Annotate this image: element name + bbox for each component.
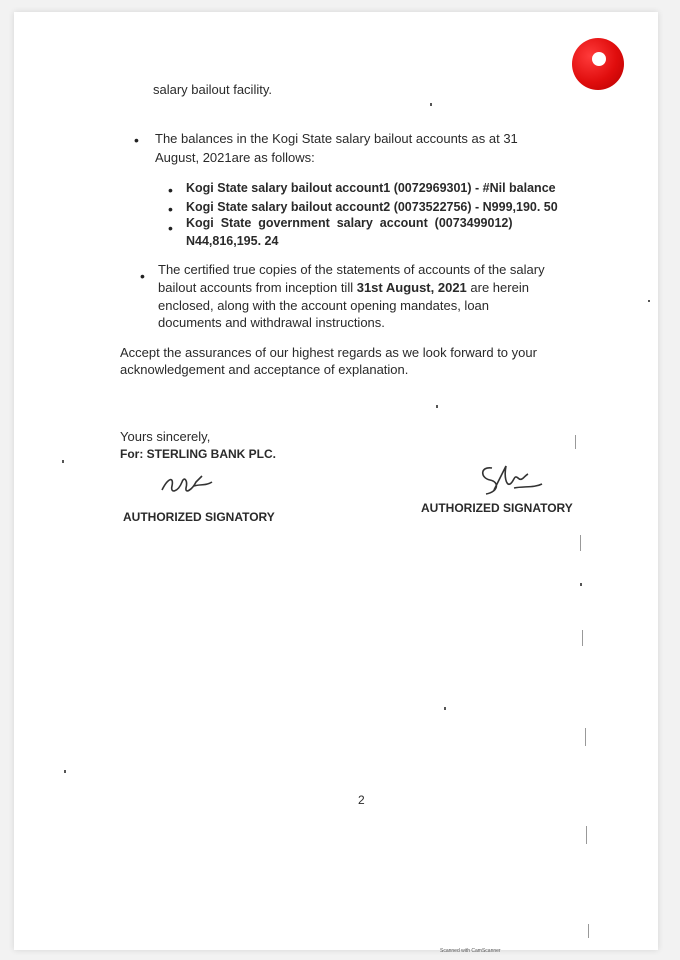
scan-speck bbox=[430, 103, 432, 106]
balances-line-2: August, 2021are as follows: bbox=[155, 150, 315, 165]
bullet-icon: • bbox=[168, 201, 173, 217]
bullet-icon: • bbox=[134, 132, 139, 148]
closing-line-1: Accept the assurances of our highest regards as we look forward to your bbox=[120, 345, 537, 360]
scan-speck bbox=[575, 435, 576, 449]
certified-line-3: enclosed, along with the account opening mandates, loan bbox=[158, 298, 490, 313]
scan-speck bbox=[62, 460, 64, 463]
scan-speck bbox=[436, 405, 438, 408]
closing-line-2: acknowledgement and acceptance of explanation. bbox=[120, 362, 409, 377]
scanner-watermark: Scanned with CamScanner bbox=[440, 948, 501, 954]
scan-speck bbox=[580, 535, 581, 551]
scan-speck bbox=[586, 826, 587, 844]
for-bank: For: STERLING BANK PLC. bbox=[120, 447, 276, 461]
bullet-icon: • bbox=[140, 268, 145, 284]
balances-line-1: The balances in the Kogi State salary bailout accounts as at 31 bbox=[155, 131, 518, 146]
account-2: Kogi State salary bailout account2 (0073522756) - N999,190. 50 bbox=[186, 200, 558, 214]
scan-speck bbox=[444, 707, 446, 710]
scan-speck bbox=[64, 770, 66, 773]
page-number: 2 bbox=[358, 793, 365, 807]
scan-speck bbox=[585, 728, 586, 746]
account-3-line-2: N44,816,195. 24 bbox=[186, 234, 279, 248]
scan-speck bbox=[648, 300, 650, 302]
continuation-text: salary bailout facility. bbox=[153, 82, 272, 97]
account-1: Kogi State salary bailout account1 (0072969301) - #Nil balance bbox=[186, 181, 556, 195]
account-3-line-1: Kogi State government salary account (0073499012) bbox=[186, 216, 513, 230]
scan-speck bbox=[588, 924, 589, 938]
document-page bbox=[14, 12, 658, 950]
scan-speck bbox=[580, 583, 582, 586]
certified-line-4: documents and withdrawal instructions. bbox=[158, 315, 385, 330]
bullet-icon: • bbox=[168, 220, 173, 236]
authorized-signatory-right: AUTHORIZED SIGNATORY bbox=[421, 501, 573, 515]
sterling-bank-logo bbox=[572, 38, 624, 90]
bullet-icon: • bbox=[168, 182, 173, 198]
yours-sincerely: Yours sincerely, bbox=[120, 429, 211, 444]
certified-line-1: The certified true copies of the statements of accounts of the salary bbox=[158, 262, 545, 277]
authorized-signatory-left: AUTHORIZED SIGNATORY bbox=[123, 510, 275, 524]
scan-speck bbox=[582, 630, 583, 646]
certified-line-2: bailout accounts from inception till 31st August, 2021 are herein bbox=[158, 280, 529, 295]
